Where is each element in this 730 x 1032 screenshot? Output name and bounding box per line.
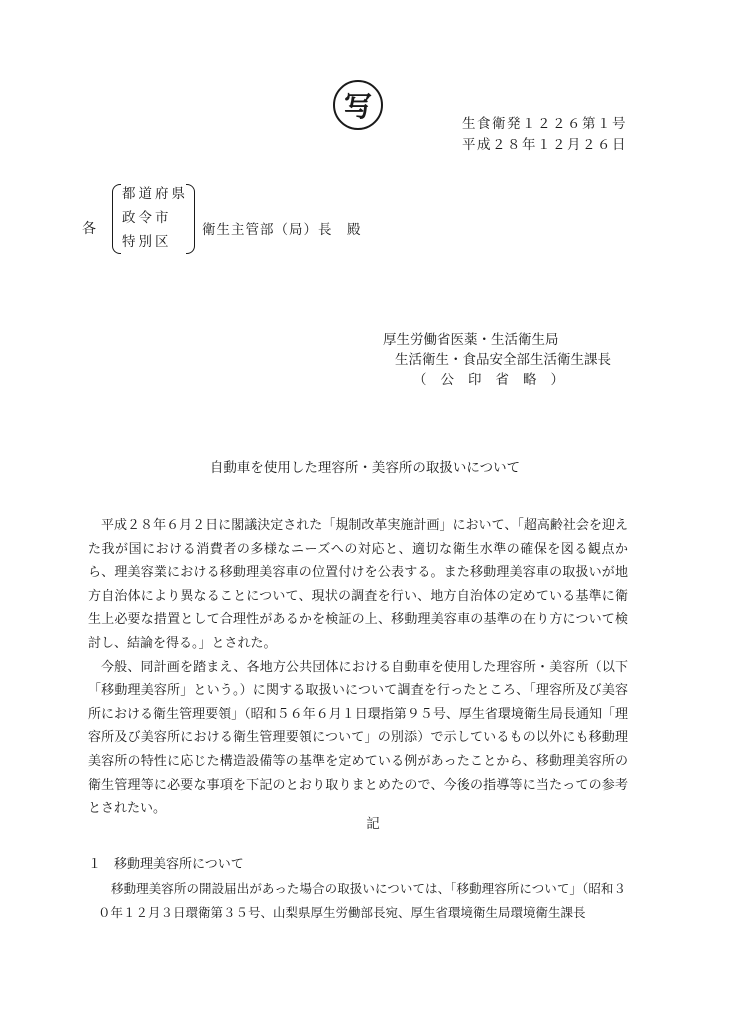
document-subject: 自動車を使用した理容所・美容所の取扱いについて xyxy=(209,460,521,476)
sender-block xyxy=(383,330,611,390)
seal-omitted-note: （公印省略） xyxy=(413,372,578,388)
body-paragraph: 平成２８年６月２日に閣議決定された「規制改革実施計画」において、「超高齢社会を迎えた我が国における消費者の多様なニーズへの対応と、適切な衛生水準の確保を図る観点から、理美容業における移動理美容車の位置付けを公表する。また移動理美容車の取扱いが地方自治体により異なることについて、現状の調査を行い、地方自治体の定めている基準に衛生上必要な措置として合理性があるかを検証の上、移動理美容車の基準の在り方について検討し、結論を得る。」とされた。 xyxy=(88,518,628,651)
left-bracket xyxy=(112,184,121,254)
document-number: 生食衛発１２２６第１号 xyxy=(462,116,627,132)
addressee-prefix: 各 xyxy=(82,221,96,237)
document-date: 平成２８年１２月２６日 xyxy=(462,137,627,153)
section-body xyxy=(98,877,626,925)
body-paragraph: 今般、同計画を踏まえ、各地方公共団体における自動車を使用した理容所・美容所（以下「移動理美容所」という。）に関する取扱いについて調査を行ったところ、「理容所及び美容所における衛生管理要領」（昭和５６年６月１日環指第９５号、厚生省環境衛生局長通知「理容所及び美容所における衛生管理要領について」の別添）で示しているもの以外にも移動理美容所の特性に応じた構造設備等の基準を定めている例があったことから、移動理美容所の衛生管理等に必要な事項を下記のとおり取りまとめたので、今後の指導等に当たっての参考とされたい。 xyxy=(88,659,628,817)
section-paragraph: 移動理美容所の開設届出があった場合の取扱いについては、「移動理容所について」（昭和３０年１２月３日環衛第３５号、山梨県厚生労働部長宛、厚生省環境衛生局環境衛生課長 xyxy=(98,881,626,920)
section-heading: １ 移動理美容所について xyxy=(88,857,244,872)
addressee-entity: 特別区 xyxy=(122,234,172,250)
addressee-title: 衛生主管部（局）長 殿 xyxy=(202,222,362,238)
addressee-entity: 都道府県 xyxy=(122,186,188,202)
document-body xyxy=(88,514,628,821)
copy-stamp: 写 xyxy=(333,80,383,130)
ki-heading: 記 xyxy=(366,816,380,832)
addressee-entity-list xyxy=(122,182,188,254)
sender-division-head: 生活衛生・食品安全部生活衛生課長 xyxy=(395,352,611,368)
sender-bureau: 厚生労働省医薬・生活衛生局 xyxy=(383,332,559,348)
right-bracket xyxy=(186,184,195,254)
document-header xyxy=(462,114,627,156)
addressee-entity: 政令市 xyxy=(122,210,172,226)
